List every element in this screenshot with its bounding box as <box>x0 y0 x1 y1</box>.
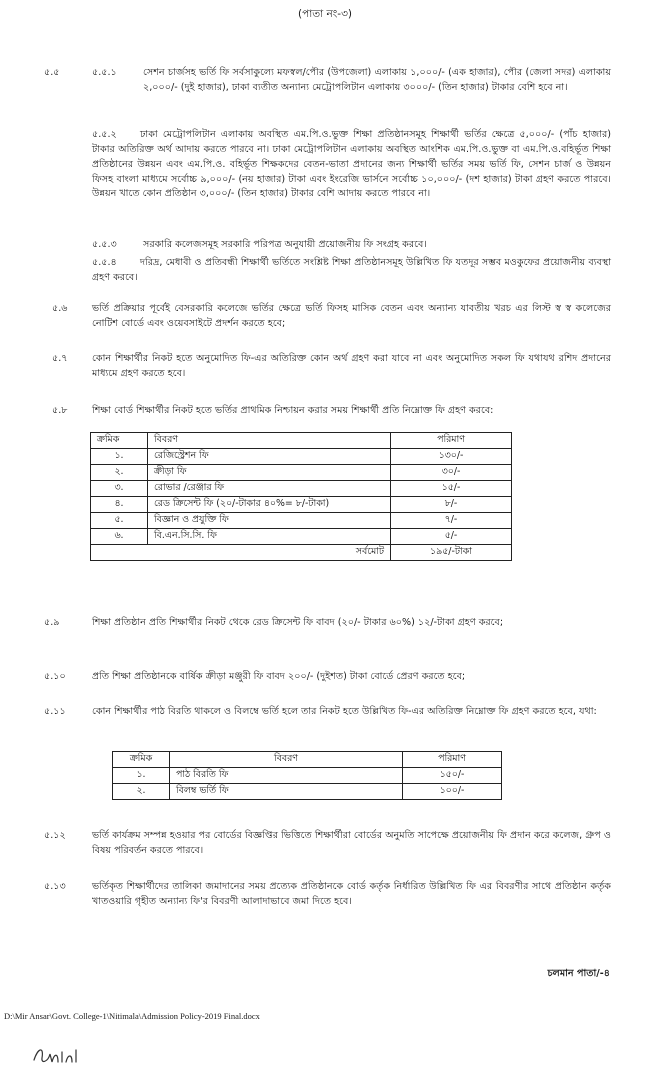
table-cell: পাঠ বিরতি ফি <box>170 768 403 784</box>
table-cell: ক্রীড়া ফি <box>148 465 391 481</box>
file-path: D:\Mir Ansar\Govt. College-1\Nitimala\Admission Policy-2019 Final.docx <box>4 1011 260 1021</box>
table-header: ক্রমিক <box>113 752 170 768</box>
section-text: প্রতি শিক্ষা প্রতিষ্ঠানকে বার্ষিক ক্রীড়া মঞ্জুরী ফি বাবদ ২০০/- (দুইশত) টাকা বোর্ডে প্রেরণ করতে হবে; <box>92 671 466 682</box>
table-cell: ১. <box>113 768 170 784</box>
section-text: ভর্তি প্রক্রিয়ার পূর্বেই বেসরকারি কলেজে ভর্তির ক্ষেত্রে ভর্তি ফিসহ মাসিক বেতন এবং অন্যান্য যাবতীয় খরচ এর লিস্ট স্ব স্ব কলেজের নোটিশ বোর্ডে এবং ওয়েবসাইটে প্রদর্শন করতে হবে; <box>92 303 611 329</box>
subsection-number: ৫.৫.৩ <box>92 239 117 250</box>
section-text: কোন শিক্ষার্থীর পাঠ বিরতি থাকলে ও বিলম্বে ভর্তি হলে তার নিকট হতে উল্লিখিত ফি-এর অতিরিক্ত নিম্নোক্ত ফি গ্রহণ করতে হবে, যথা: <box>92 706 597 717</box>
table-cell: রেজিস্ট্রেশন ফি <box>148 449 391 465</box>
section-number: ৫.৭ <box>52 353 68 364</box>
subsection-text: ঢাকা মেট্রোপলিটান এলাকায় অবস্থিত এম.পি.ও.ভুক্ত শিক্ষা প্রতিষ্ঠানসমূহ শিক্ষার্থী ভর্তির ক্ষেত্রে ৫,০০০/- (পাঁচ হাজার) টাকার অতিরিক্ত অর্থ আদায় করতে পারবে না। ঢাকা মেট্রোপলিটান এলাকায় অবস্থিত আংশিক এম.পি.ও.ভুক্ত বা এম.পি.ও.বহির্ভূত শিক্ষা প্রতিষ্ঠানের উন্নয়ন এবং এম.পি.ও. বহির্ভূত শিক্ষকদের বেতন-ভাতা প্রদানের জন্য শিক্ষার্থী ভর্তির সময় ভর্তি ফি, সেশন চার্জ ও উন্নয়ন ফিসহ বাংলা মাধ্যমে সর্বোচ্চ ৯,০০০/- (নয় হাজার) টাকা এবং ইংরেজি ভার্সনে সর্বোচ্চ ১০,০০০/- (দশ হাজার) টাকা গ্রহণ করতে পারবে। উন্নয়ন খাতে কোন প্রতিষ্ঠান ৩,০০০/- (তিন হাজার) টাকার বেশি আদায় করতে পারবে না। <box>92 129 611 200</box>
section-text: ভর্তি কার্যক্রম সম্পন্ন হওয়ার পর বোর্ডের বিজ্ঞপ্তির ভিত্তিতে শিক্ষার্থীরা বোর্ডের অনুমতি সাপেক্ষে প্রয়োজনীয় ফি প্রদান করে কলেজ, গ্রুপ ও বিষয় পরিবর্তন করতে পারবে। <box>92 830 611 856</box>
table-cell: ৩. <box>91 481 148 497</box>
section-number: ৫.১৩ <box>44 881 66 892</box>
section-text: ভর্তিকৃত শিক্ষার্থীদের তালিকা জমাদানের সময় প্রত্যেক প্রতিষ্ঠানকে বোর্ড কর্তৃক নির্ধারিত উল্লিখিত ফি এর বিবরণীর সাথে প্রতিষ্ঠান কর্তৃক খাতওয়ারি গৃহীত অন্যান্য ফি'র বিবরণী আলাদাভাবে জমা দিতে হবে। <box>92 881 611 907</box>
table-header-row <box>113 752 502 768</box>
table-row <box>91 513 512 529</box>
table-cell: ১৫০/- <box>403 768 502 784</box>
table-header: বিবরণ <box>170 752 403 768</box>
subsection-number: ৫.৫.২ <box>92 129 117 140</box>
table-header: পরিমাণ <box>391 433 512 449</box>
table-row <box>91 529 512 545</box>
board-fee-table <box>90 432 512 561</box>
section-number: ৫.১১ <box>44 706 66 717</box>
section-number: ৫.১২ <box>44 830 66 841</box>
table-cell: ৪. <box>91 497 148 513</box>
table-cell: ৮/- <box>391 497 512 513</box>
subsection-text: সরকারি কলেজসমূহ সরকারি পরিপত্র অনুযায়ী প্রয়োজনীয় ফি সংগ্রহ করবে। <box>143 239 427 250</box>
table-total-row <box>91 545 512 561</box>
table-cell: ২. <box>113 784 170 800</box>
table-cell: ৫. <box>91 513 148 529</box>
section-number: ৫.৯ <box>44 617 60 628</box>
table-row <box>91 481 512 497</box>
table-cell: ১০০/- <box>403 784 502 800</box>
table-cell: বি.এন.সি.সি. ফি <box>148 529 391 545</box>
section-number: ৫.১০ <box>44 671 66 682</box>
table-row <box>91 465 512 481</box>
table-cell: ৩০/- <box>391 465 512 481</box>
table-cell: বিলম্ব ভর্তি ফি <box>170 784 403 800</box>
table-cell: ৭/- <box>391 513 512 529</box>
late-fee-table <box>112 751 502 800</box>
table-cell: ৬. <box>91 529 148 545</box>
table-cell: ৫/- <box>391 529 512 545</box>
table-header: বিবরণ <box>148 433 391 449</box>
total-value: ১৯৫/-টাকা <box>391 545 512 561</box>
table-cell: ১৫/- <box>391 481 512 497</box>
subsection-number: ৫.৫.১ <box>92 67 117 78</box>
table-cell: রোভার /রেঞ্জার ফি <box>148 481 391 497</box>
table-cell: রেড ক্রিসেন্ট ফি (২০/-টাকার ৪০%= ৮/-টাকা) <box>148 497 391 513</box>
table-row <box>91 497 512 513</box>
total-label: সর্বমোট <box>91 545 391 561</box>
section-number: ৫.৬ <box>52 303 68 314</box>
section-number: ৫.৫ <box>44 67 60 78</box>
section-text: শিক্ষা বোর্ড শিক্ষার্থীর নিকট হতে ভর্তির প্রাথমিক নিশ্চায়ন করার সময় শিক্ষার্থী প্রতি নিম্নোক্ত ফি গ্রহণ করবে: <box>92 405 494 416</box>
subsection-text: সেশন চার্জসহ ভর্তি ফি সর্বসাকুল্যে মফস্বল/পৌর (উপজেলা) এলাকায় ১,০০০/- (এক হাজার), পৌর (জেলা সদর) এলাকায় ২,০০০/- (দুই হাজার), ঢাকা ব্যতীত অন্যান্য মেট্রোপলিটান এলাকায় ৩০০০/- (তিন হাজার) টাকার বেশি হবে না। <box>143 67 611 93</box>
continued-page-note: চলমান পাতা/-৪ <box>547 968 610 979</box>
section-text: শিক্ষা প্রতিষ্ঠান প্রতি শিক্ষার্থীর নিকট থেকে রেড ক্রিসেন্ট ফি বাবদ (২০/- টাকার ৬০%) ১২/-টাকা গ্রহণ করবে; <box>92 617 504 628</box>
table-row <box>91 449 512 465</box>
table-row <box>113 784 502 800</box>
section-number: ৫.৮ <box>52 405 68 416</box>
table-row <box>113 768 502 784</box>
table-cell: বিজ্ঞান ও প্রযুক্তি ফি <box>148 513 391 529</box>
page-number-header: (পাতা নং-৩) <box>297 8 353 20</box>
table-cell: ১. <box>91 449 148 465</box>
subsection-text: দরিদ্র, মেধাবী ও প্রতিবন্ধী শিক্ষার্থী ভর্তিতে সংশ্লিষ্ট শিক্ষা প্রতিষ্ঠানসমূহ উল্লিখিত ফি যতদূর সম্ভব মওকুফের প্রয়োজনীয় ব্যবস্থা গ্রহণ করবে। <box>92 257 611 283</box>
signature-mark <box>30 1042 90 1068</box>
table-header-row <box>91 433 512 449</box>
section-text: কোন শিক্ষার্থীর নিকট হতে অনুমোদিত ফি-এর অতিরিক্ত কোন অর্থ গ্রহণ করা যাবে না এবং অনুমোদিত সকল ফি যথাযথ রশিদ প্রদানের মাধ্যমে গ্রহণ করতে হবে। <box>92 353 611 379</box>
table-header: পরিমাণ <box>403 752 502 768</box>
table-header: ক্রমিক <box>91 433 148 449</box>
table-cell: ১৩০/- <box>391 449 512 465</box>
subsection-number: ৫.৫.৪ <box>92 257 117 268</box>
table-cell: ২. <box>91 465 148 481</box>
